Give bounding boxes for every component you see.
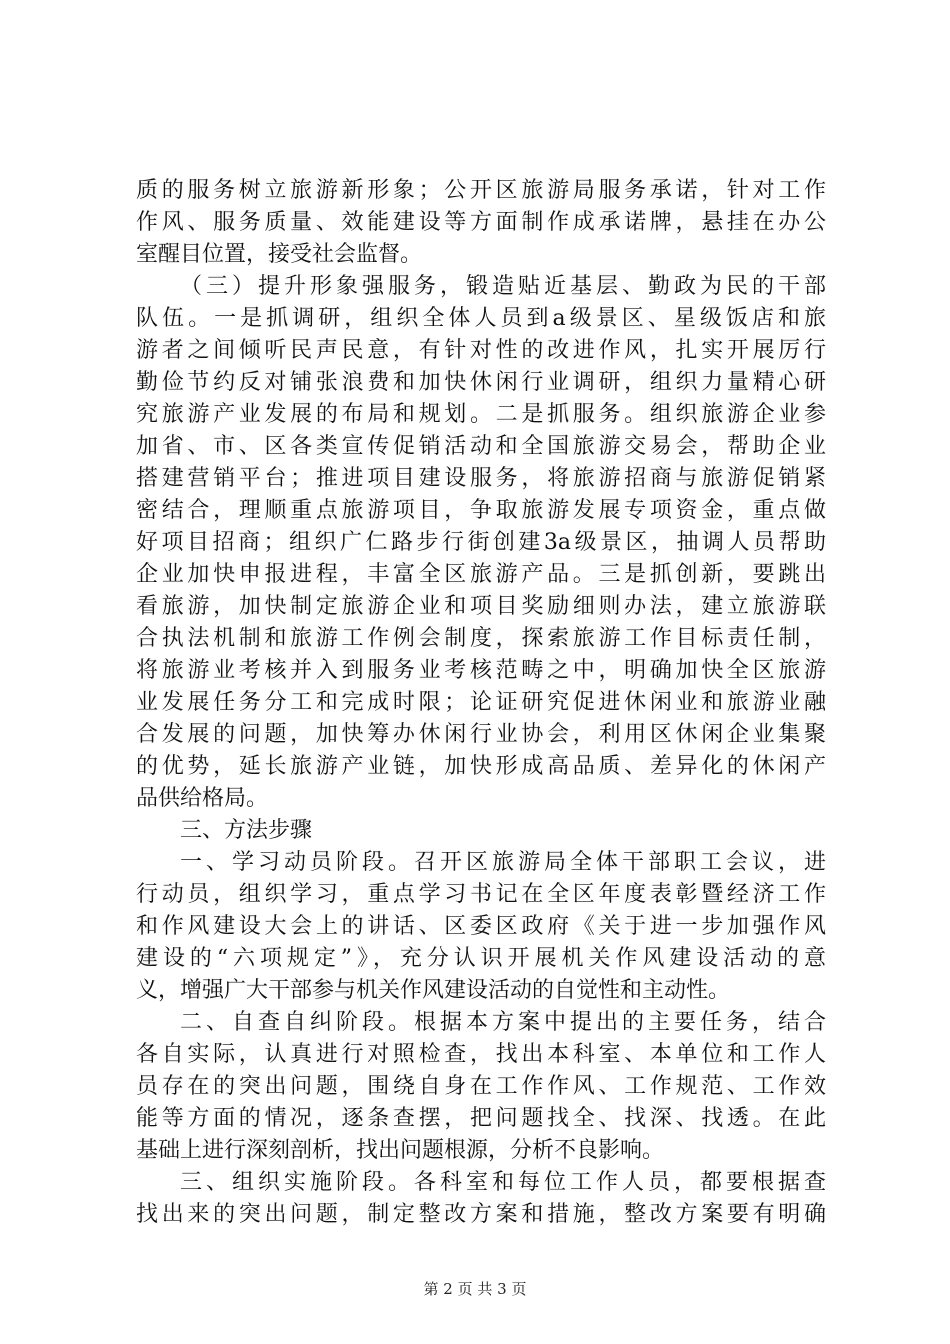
text-line: 合发展的问题，加快筹办休闲行业协会，利用区休闲企业集聚	[136, 722, 826, 747]
document-body	[136, 175, 826, 1231]
text-line: 找出来的突出问题，制定整改方案和措施，整改方案要有明确	[136, 1202, 826, 1227]
text-line: 究旅游产业发展的布局和规划。二是抓服务。组织旅游企业参	[136, 402, 826, 427]
text-line: 行动员，组织学习，重点学习书记在全区年度表彰暨经济工作	[136, 882, 826, 907]
text-line: 质的服务树立旅游新形象；公开区旅游局服务承诺，针对工作	[136, 178, 826, 203]
text-line: 品供给格局。	[136, 786, 269, 811]
text-line: （三）提升形象强服务，锻造贴近基层、勤政为民的干部	[180, 274, 826, 299]
text-line: 的优势，延长旅游产业链，加快形成高品质、差异化的休闲产	[136, 754, 826, 779]
text-line: 看旅游，加快制定旅游企业和项目奖励细则办法，建立旅游联	[136, 594, 826, 619]
text-line: 游者之间倾听民声民意，有针对性的改进作风，扎实开展厉行	[136, 338, 826, 363]
text-line: 义，增强广大干部参与机关作风建设活动的自觉性和主动性。	[136, 978, 731, 1003]
text-line: 建设的“六项规定”》，充分认识开展机关作风建设活动的意	[136, 946, 826, 971]
text-line: 勤俭节约反对铺张浪费和加快休闲行业调研，组织力量精心研	[136, 370, 826, 395]
text-line: 和作风建设大会上的讲话、区委区政府《关于进一步加强作风	[136, 914, 826, 939]
text-line: 密结合，理顺重点旅游项目，争取旅游发展专项资金，重点做	[136, 498, 826, 523]
text-line: 能等方面的情况，逐条查摆，把问题找全、找深、找透。在此	[136, 1106, 826, 1131]
text-line: 队伍。一是抓调研，组织全体人员到a级景区、星级饭店和旅	[136, 306, 826, 331]
page-footer: 第 2 页 共 3 页	[423, 1280, 527, 1298]
text-line: 加省、市、区各类宣传促销活动和全国旅游交易会，帮助企业	[136, 434, 826, 459]
text-line: 各自实际，认真进行对照检查，找出本科室、本单位和工作人	[136, 1042, 826, 1067]
text-line: 企业加快申报进程，丰富全区旅游产品。三是抓创新，要跳出	[136, 562, 826, 587]
text-line: 基础上进行深刻剖析，找出问题根源，分析不良影响。	[136, 1138, 665, 1163]
text-line: 合执法机制和旅游工作例会制度，探索旅游工作目标责任制，	[136, 626, 826, 651]
text-line: 将旅游业考核并入到服务业考核范畴之中，明确加快全区旅游	[136, 658, 826, 683]
text-line: 业发展任务分工和完成时限；论证研究促进休闲业和旅游业融	[136, 690, 826, 715]
text-line: 二、自查自纠阶段。根据本方案中提出的主要任务，结合	[180, 1010, 826, 1035]
text-line: 三、方法步骤	[180, 818, 313, 843]
text-line: 一、学习动员阶段。召开区旅游局全体干部职工会议，进	[180, 850, 826, 875]
text-line: 搭建营销平台；推进项目建设服务，将旅游招商与旅游促销紧	[136, 466, 826, 491]
text-line: 员存在的突出问题，围绕自身在工作作风、工作规范、工作效	[136, 1074, 826, 1099]
text-line: 作风、服务质量、效能建设等方面制作成承诺牌，悬挂在办公	[136, 210, 826, 235]
text-line: 三、组织实施阶段。各科室和每位工作人员，都要根据查	[180, 1170, 826, 1195]
text-line: 好项目招商；组织广仁路步行街创建3a级景区，抽调人员帮助	[136, 530, 826, 555]
text-line: 室醒目位置，接受社会监督。	[136, 242, 423, 267]
